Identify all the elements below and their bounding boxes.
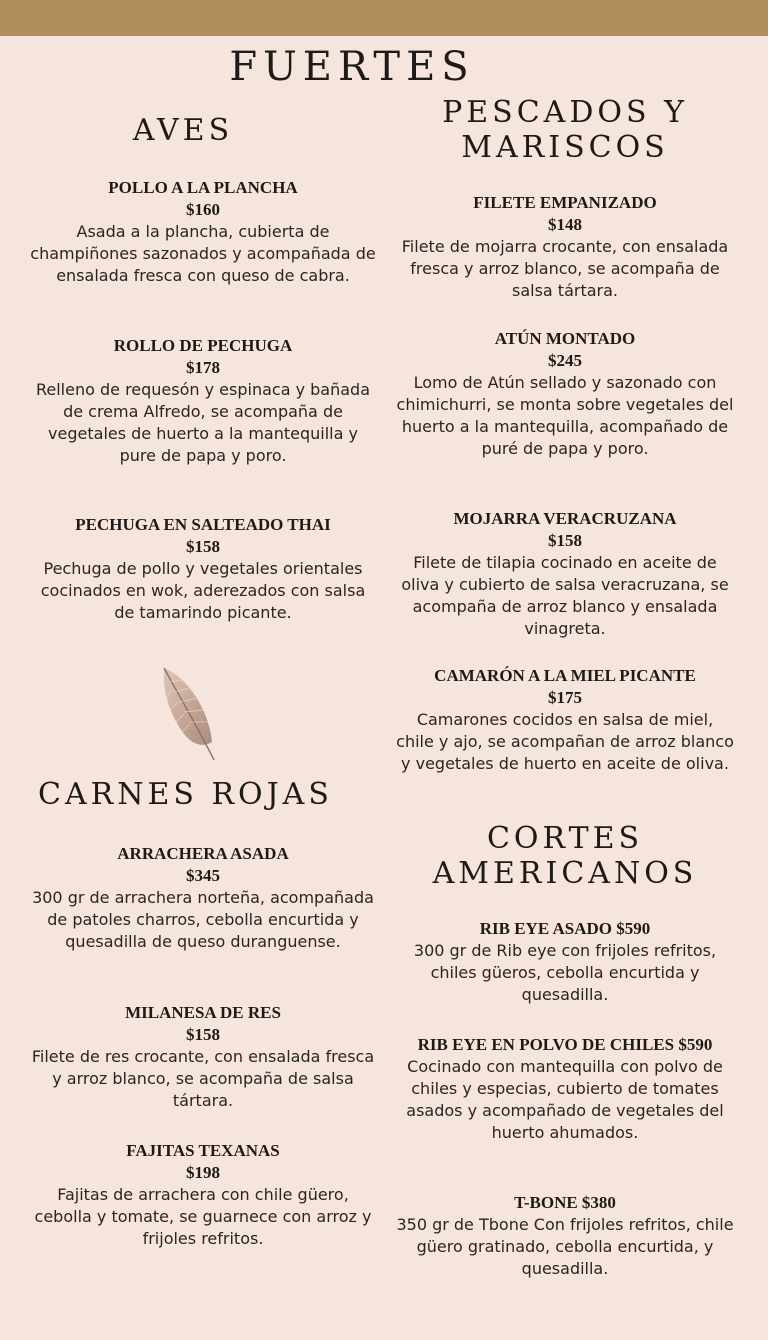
item-name: RIB EYE EN POLVO DE CHILES $590 <box>417 1035 713 1054</box>
item-description: Filete de tilapia cocinado en aceite de oliva y cubierto de salsa veracruzana, se acompaña de arroz blanco y ensalada vinagreta. <box>401 553 729 638</box>
item-name: CAMARÓN A LA MIEL PICANTE <box>434 666 696 685</box>
item-description: Filete de res crocante, con ensalada fresca y arroz blanco, se acompaña de salsa tártara. <box>31 1047 375 1110</box>
section-title-aves: AVES <box>132 113 234 148</box>
page-title: FUERTES <box>229 44 475 90</box>
item-name: T-BONE $380 <box>514 1193 616 1212</box>
item-name: POLLO A LA PLANCHA <box>108 178 298 197</box>
menu-item <box>30 177 376 287</box>
item-price: $158 <box>548 531 582 550</box>
item-name: FILETE EMPANIZADO <box>473 193 657 212</box>
menu-item <box>30 514 376 624</box>
item-description: Camarones cocidos en salsa de miel, chile y ajo, se acompañan de arroz blanco y vegetales de huerto en aceite de oliva. <box>396 710 734 773</box>
item-description: 300 gr de arrachera norteña, acompañada de patoles charros, cebolla encurtida y quesadilla de queso duranguense. <box>32 888 374 951</box>
menu-item <box>396 192 734 302</box>
menu-item <box>396 328 734 460</box>
item-description: Cocinado con mantequilla con polvo de chiles y especias, cubierto de tomates asados y acompañado de vegetales del huerto ahumados. <box>406 1057 724 1142</box>
menu-item <box>396 1034 734 1144</box>
item-name: FAJITAS TEXANAS <box>126 1141 280 1160</box>
item-price: $198 <box>186 1163 220 1182</box>
item-price: $345 <box>186 866 220 885</box>
item-name: MILANESA DE RES <box>125 1003 281 1022</box>
item-name: ROLLO DE PECHUGA <box>113 336 293 355</box>
item-price: $158 <box>186 1025 220 1044</box>
feather-icon <box>152 664 224 764</box>
item-description: Fajitas de arrachera con chile güero, cebolla y tomate, se guarnece con arroz y frijoles refritos. <box>34 1185 372 1248</box>
item-name: ARRACHERA ASADA <box>117 844 289 863</box>
item-price: $175 <box>548 688 582 707</box>
item-name: PECHUGA EN SALTEADO THAI <box>75 515 331 534</box>
menu-item <box>30 1002 376 1112</box>
menu-item <box>30 843 376 953</box>
menu-item <box>396 665 734 775</box>
item-description: Filete de mojarra crocante, con ensalada fresca y arroz blanco, se acompaña de salsa tártara. <box>401 237 729 300</box>
section-title-carnes-rojas: CARNES ROJAS <box>38 777 333 812</box>
top-accent-bar <box>0 0 768 36</box>
section-title-pescados-mariscos: PESCADOS Y MARISCOS <box>442 95 688 165</box>
item-name: RIB EYE ASADO $590 <box>479 919 651 938</box>
item-description: Relleno de requesón y espinaca y bañada de crema Alfredo, se acompaña de vegetales de huerto a la mantequilla y pure de papa y poro. <box>35 380 371 465</box>
item-price: $160 <box>186 200 220 219</box>
menu-item <box>396 918 734 1006</box>
menu-item <box>30 1140 376 1250</box>
menu-item <box>396 1192 734 1280</box>
section-title-cortes-americanos: CORTES AMERICANOS <box>432 821 698 891</box>
item-description: 350 gr de Tbone Con frijoles refritos, chile güero gratinado, cebolla encurtida, y quesadilla. <box>396 1215 734 1278</box>
item-description: Pechuga de pollo y vegetales orientales cocinados en wok, aderezados con salsa de tamarindo picante. <box>40 559 366 622</box>
item-description: 300 gr de Rib eye con frijoles refritos, chiles güeros, cebolla encurtida y quesadilla. <box>413 941 717 1004</box>
item-price: $148 <box>548 215 582 234</box>
item-name: MOJARRA VERACRUZANA <box>453 509 677 528</box>
item-description: Lomo de Atún sellado y sazonado con chimichurri, se monta sobre vegetales del huerto a la mantequilla, acompañado de puré de papa y poro. <box>396 373 734 458</box>
item-price: $158 <box>186 537 220 556</box>
item-description: Asada a la plancha, cubierta de champiñones sazonados y acompañada de ensalada fresca con queso de cabra. <box>30 222 376 285</box>
item-price: $178 <box>186 358 220 377</box>
item-name: ATÚN MONTADO <box>494 329 636 348</box>
menu-item <box>30 335 376 467</box>
item-price: $245 <box>548 351 582 370</box>
menu-item <box>396 508 734 640</box>
